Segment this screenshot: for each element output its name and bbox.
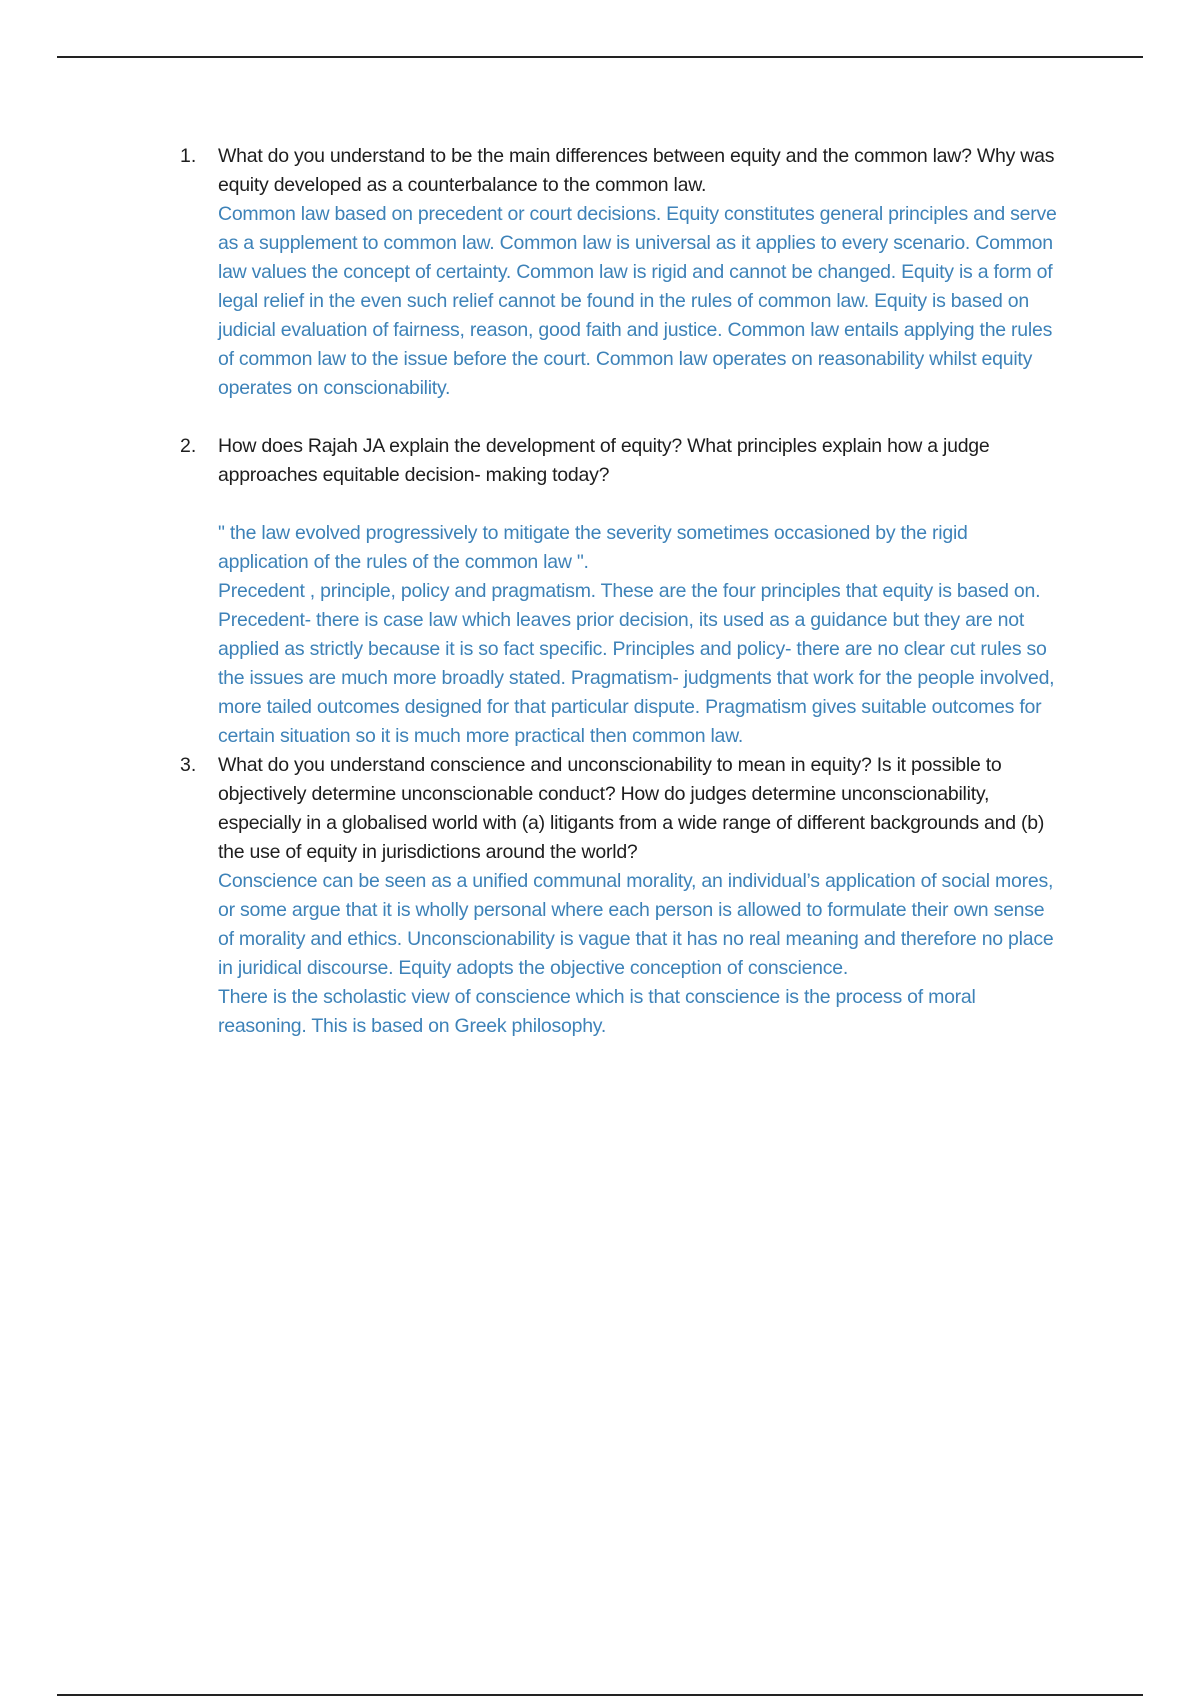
question-text: How does Rajah JA explain the development of equity? What principles explain how a judge approaches equitable decision- making today? bbox=[218, 435, 990, 486]
question-text: What do you understand to be the main differences between equity and the common law? Why was equity developed as a counterbalance to the common law. bbox=[218, 145, 1055, 196]
question-text: What do you understand conscience and unconscionability to mean in equity? Is it possible to objectively determine unconscionable conduct? How do judges determine unconscionability, especially in a globalised world with (a) litigants from a wide range of different backgrounds and (b) the use of equity in jurisdictions around the world? bbox=[218, 754, 1045, 863]
question-number: 2. bbox=[180, 435, 197, 457]
question-list bbox=[180, 142, 1060, 1041]
answer-paragraph: Common law based on precedent or court decisions. Equity constitutes general principles and serve as a supplement to common law. Common law is universal as it applies to every scenario. Common law values the concept of certainty. Common law is rigid and cannot be changed. Equity is a form of legal relief in the even such relief cannot be found in the rules of common law. Equity is based on judicial evaluation of fairness, reason, good faith and justice. Common law entails applying the rules of common law to the issue before the court. Common law operates on reasonability whilst equity operates on conscionability. bbox=[218, 203, 1057, 399]
answer-paragraph: There is the scholastic view of conscience which is that conscience is the process of moral reasoning. This is based on Greek philosophy. bbox=[218, 986, 976, 1037]
answer-paragraph: Precedent , principle, policy and pragmatism. These are the four principles that equity is based on. Precedent- there is case law which leaves prior decision, its used as a guidance but they are not applied as strictly because it is so fact specific. Principles and policy- there are no clear cut rules so the issues are much more broadly stated. Pragmatism- judgments that work for the people involved, more tailed outcomes designed for that particular dispute. Pragmatism gives suitable outcomes for certain situation so it is much more practical then common law. bbox=[218, 580, 1055, 747]
answer-paragraph: Conscience can be seen as a unified communal morality, an individual’s application of social mores, or some argue that it is wholly personal where each person is allowed to formulate their own sense of morality and ethics. Unconscionability is vague that it has no real meaning and therefore no place in juridical discourse. Equity adopts the objective conception of conscience. bbox=[218, 870, 1054, 979]
question-number: 1. bbox=[180, 145, 197, 167]
header-rule bbox=[57, 56, 1143, 58]
question-item-1 bbox=[180, 142, 1060, 403]
footer-rule bbox=[57, 1694, 1143, 1696]
question-item-2 bbox=[180, 432, 1060, 751]
answer-quote: " the law evolved progressively to mitigate the severity sometimes occasioned by the rigid application of the rules of the common law ". bbox=[218, 522, 968, 573]
paragraph-spacer bbox=[218, 490, 1060, 519]
question-number: 3. bbox=[180, 754, 197, 776]
question-item-3 bbox=[180, 751, 1060, 1041]
